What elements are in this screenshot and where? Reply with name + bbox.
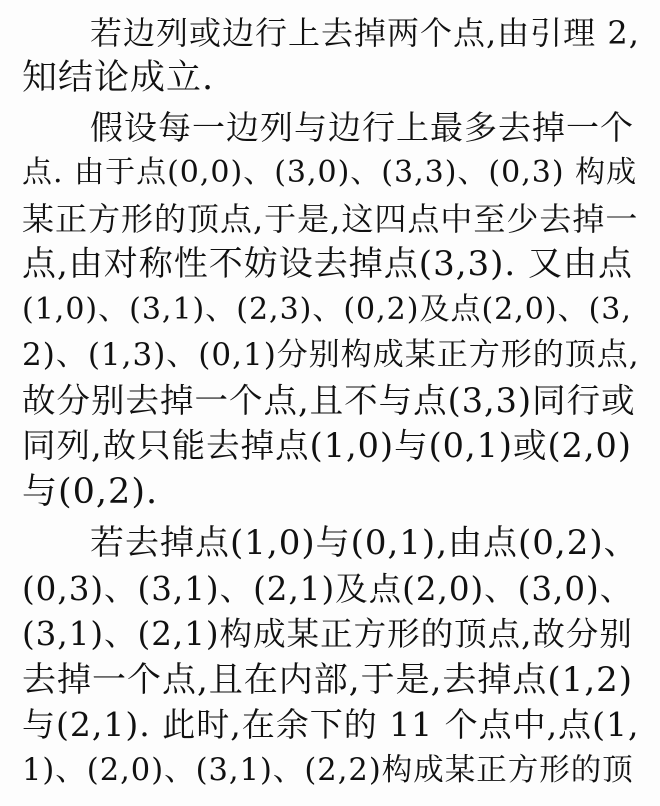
text-line: (3,1)、(2,1)构成某正方形的顶点,故分别 xyxy=(22,615,633,653)
text-line: 与(2,1). 此时,在余下的 11 个点中,点(1, xyxy=(22,705,640,744)
text-line: 假设每一边列与边行上最多去掉一个 xyxy=(90,108,634,147)
text-line: 1)、(2,0)、(3,1)、(2,2)构成某正方形的顶 xyxy=(22,753,634,788)
text-line: 若去掉点(1,0)与(0,1),由点(0,2)、 xyxy=(90,523,639,563)
text-line: 点. 由于点(0,0)、(3,0)、(3,3)、(0,3) 构成 xyxy=(22,155,638,190)
text-line: (1,0)、(3,1)、(2,3)、(0,2)及点(2,0)、(3, xyxy=(22,292,632,327)
text-line: 点,由对称性不妨设去掉点(3,3). 又由点 xyxy=(22,244,634,284)
text-line: 知结论成立. xyxy=(22,58,215,98)
text-line: 同列,故只能去掉点(1,0)与(0,1)或(2,0) xyxy=(22,426,632,465)
text-line: 与(0,2). xyxy=(22,472,159,512)
text-line: 若边列或边行上去掉两个点,由引理 2, xyxy=(90,14,640,52)
text-line: 2)、(1,3)、(0,1)分别构成某正方形的顶点, xyxy=(22,337,640,373)
text-line: 故分别去掉一个点,且不与点(3,3)同行或 xyxy=(22,381,636,420)
text-line: 去掉一个点,且在内部,于是,去掉点(1,2) xyxy=(22,660,634,700)
text-line: 某正方形的顶点,于是,这四点中至少去掉一 xyxy=(22,200,639,238)
text-line: (0,3)、(3,1)、(2,1)及点(2,0)、(3,0)、 xyxy=(22,570,634,608)
